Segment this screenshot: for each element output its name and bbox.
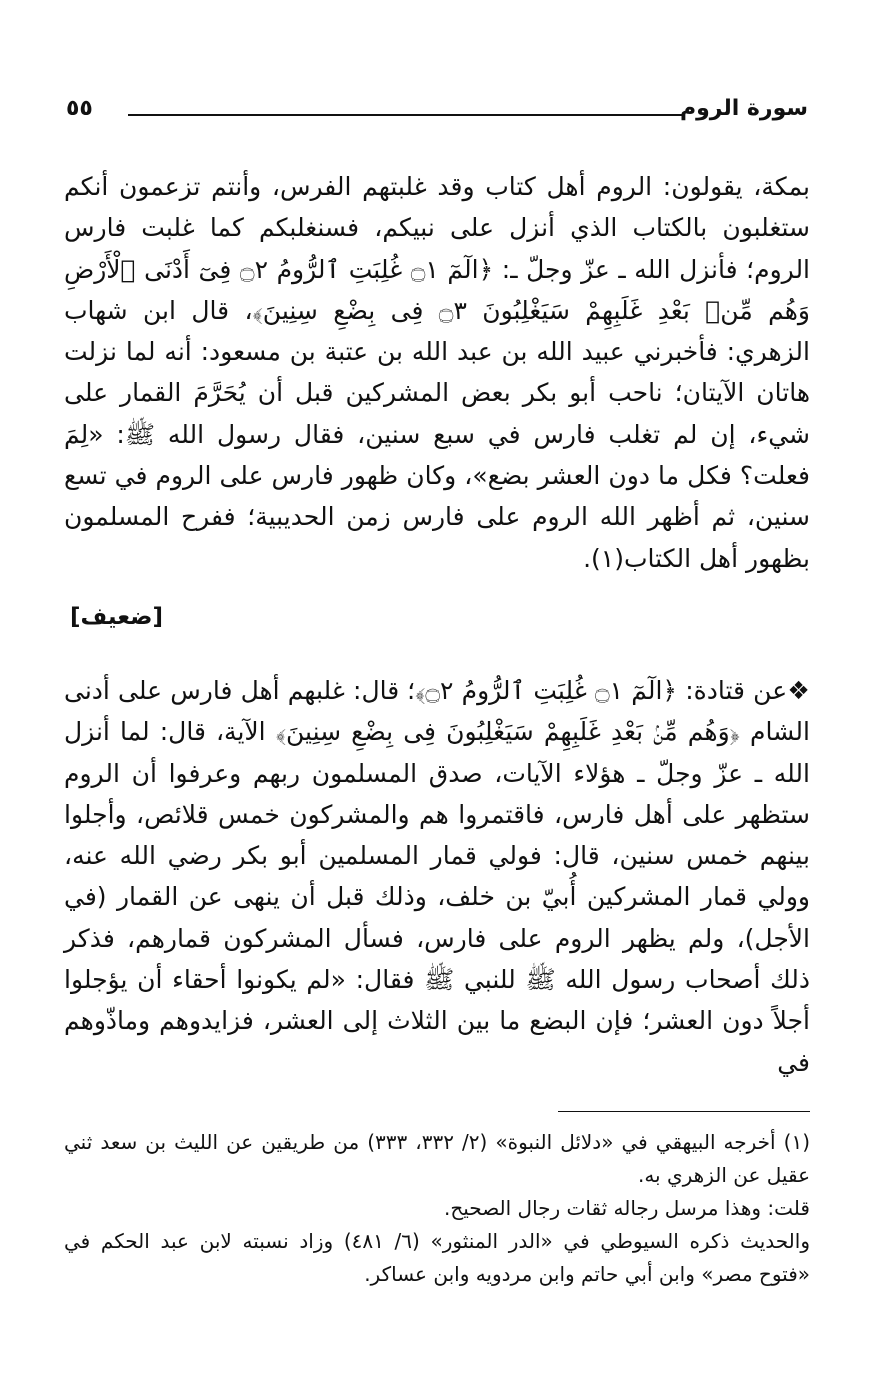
hadith-grade: [ضعيف] bbox=[70, 604, 164, 630]
body-paragraph-1: بمكة، يقولون: الروم أهل كتاب وقد غلبتهم الفرس، وأنتم تزعمون أنكم ستغلبون بالكتاب الذي أنزل على نبيكم، فسنغلبكم كما غلبت فارس الروم؛ فأنزل الله ـ عزّ وجلّ ـ: ﴿الٓمٓ ۝١ غُلِبَتِ ٱلرُّومُ ۝٢ فِىٓ أَدْنَى ٱلْأَرْضِ وَهُم مِّنۢ بَعْدِ غَلَبِهِمْ سَيَغْلِبُونَ ۝٣ فِى بِضْعِ سِنِينَ﴾، قال ابن شهاب الزهري: فأخبرني عبيد الله بن عبد الله بن عتبة بن مسعود: أنه لما نزلت هاتان الآيتان؛ ناحب أبو بكر بعض المشركين قبل أن يُحَرَّمَ القمار على شيء، إن لم تغلب فارس في سبع سنين، فقال رسول الله ﷺ: «لِمَ فعلت؟ فكل ما دون العشر بضع»، وكان ظهور فارس على الروم في تسع سنين، ثم أظهر الله الروم على فارس زمن الحديبية؛ ففرح المسلمون بظهور أهل الكتاب(١). bbox=[64, 172, 811, 573]
body-paragraph-2: ❖عن قتادة: ﴿الٓمٓ ۝١ غُلِبَتِ ٱلرُّومُ ۝٢﴾؛ قال: غلبهم أهل فارس على أدنى الشام ﴿وَهُم مِّنۢ بَعْدِ غَلَبِهِمْ سَيَغْلِبُونَ فِى بِضْعِ سِنِينَ﴾ الآية، قال: لما أنزل الله ـ عزّ وجلّ ـ هؤلاء الآيات، صدق المسلمون ربهم وعرفوا أن الروم ستظهر على أهل فارس، فاقتمروا هم والمشركون خمس قلائص، وأجلوا بينهم خمس سنين، قال: فولي قمار المسلمين أبو بكر رضي الله عنه، وولي قمار المشركين أُبيّ بن خلف، وذلك قبل أن ينهى عن القمار (في الأجل)، ولم يظهر الروم على فارس، فسأل المشركون قمارهم، فذكر ذلك أصحاب رسول الله ﷺ للنبي ﷺ فقال: «لم يكونوا أحقاء أن يؤجلوا أجلاً دون العشر؛ فإن البضع ما بين الثلاث إلى العشر، فزايدوهم وماذّوهم في bbox=[64, 676, 810, 1077]
footnote-separator bbox=[558, 1111, 810, 1112]
page-header bbox=[66, 96, 808, 130]
surah-title: سورة الروم bbox=[679, 96, 808, 121]
footnote-attribution: والحديث ذكره السيوطي في «الدر المنثور» (٦/ ٤٨١) وزاد نسبته لابن عبد الحكم في «فتوح مصر» وابن أبي حاتم وابن مردويه وابن عساكر. bbox=[64, 1229, 810, 1286]
footnote-1: (١) أخرجه البيهقي في «دلائل النبوة» (٢/ ٣٣٢، ٣٣٣) من طريقين عن الليث بن سعد ثني عقيل عن الزهري به. bbox=[64, 1130, 810, 1187]
footnote-comment: قلت: وهذا مرسل رجاله ثقات رجال الصحيح. bbox=[443, 1196, 810, 1220]
header-rule bbox=[128, 114, 683, 116]
footnotes bbox=[64, 1126, 810, 1291]
page-number: ٥٥ bbox=[66, 96, 93, 121]
